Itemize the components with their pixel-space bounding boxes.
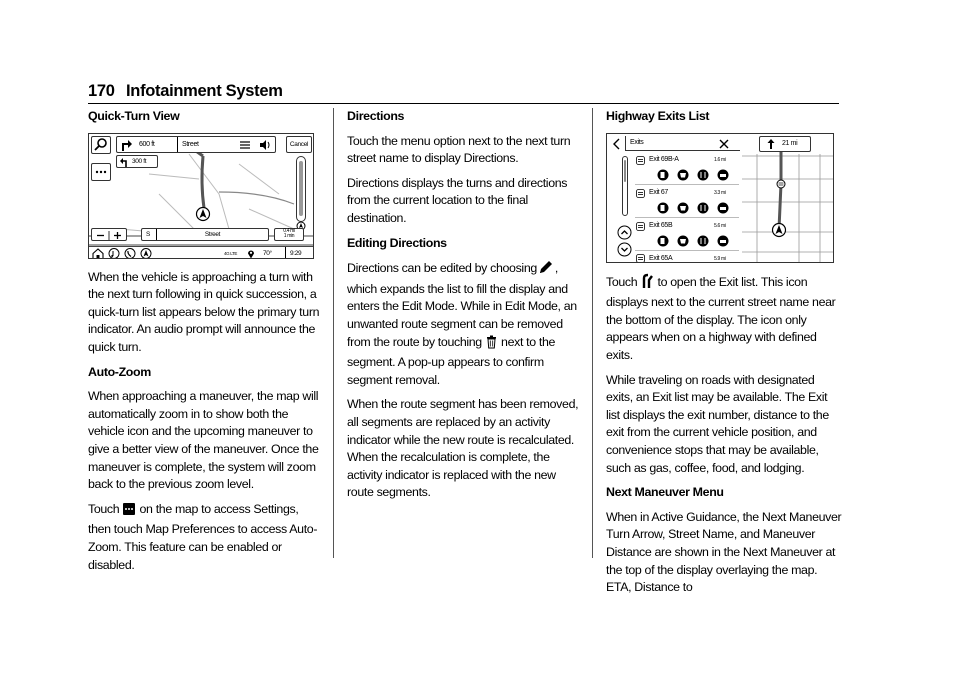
exit-distance: 3.3 mi — [714, 189, 726, 196]
exits-title: Exits — [630, 138, 644, 146]
exit-list-icon — [641, 273, 653, 295]
scroll-up-button[interactable] — [617, 225, 632, 240]
next-maneuver-paragraph: When in Active Guidance, the Next Maneuver Turn Arrow, Street Name, and Maneuver Distance are shown in the Next Maneuver at the top of the display overlaying the map. ETA, Distance to — [606, 509, 842, 595]
route-segment-paragraph: When the route segment has been removed, all segments are replaced by an activity indicator while the new route is recalculated. When the recalculation is complete, the activity indicator is replaced with the new route segments. — [347, 397, 579, 500]
quick-turn-heading: Quick-Turn View — [88, 109, 180, 123]
lodging-icon — [718, 202, 729, 213]
street-prefix: S — [146, 230, 150, 238]
exit-icon-text: to open the Exit list. This icon displays next to the current street name near the bottom of the display. The icon only appears when on a highway with defined exits. — [606, 274, 836, 362]
exit-services — [657, 235, 737, 247]
status-bar — [89, 246, 314, 259]
food-icon — [698, 202, 709, 213]
lodging-icon — [718, 235, 729, 246]
back-arrow-icon — [610, 137, 624, 151]
section-title: Infotainment System — [126, 82, 283, 100]
directions-heading: Directions — [347, 109, 405, 123]
auto-zoom-heading: Auto-Zoom — [88, 364, 151, 379]
column-divider — [592, 108, 593, 558]
zoom-control — [91, 228, 127, 241]
auto-zoom-paragraph: When approaching a maneuver, the map will automatically zoom in to show both the vehicle icon and the upcoming maneuver to give a better view of the maneuver. Once the maneuver is complete, the system will zoom back to the previous zoom level. — [88, 389, 319, 492]
lodging-icon — [718, 169, 729, 180]
exit-icon — [636, 156, 645, 165]
heading-banner — [759, 136, 811, 152]
close-button[interactable] — [717, 137, 731, 151]
food-icon — [698, 169, 709, 180]
chevron-up-icon — [617, 225, 632, 240]
exit-name: Exit 65B — [649, 221, 673, 229]
back-button[interactable] — [610, 137, 624, 151]
location-icon — [247, 249, 255, 259]
gas-icon — [658, 235, 669, 246]
network-status: 4G LTE — [224, 250, 238, 256]
maneuver-distance: 600 ft — [139, 140, 155, 148]
audio-icon[interactable] — [109, 248, 119, 258]
editing-text-3: next to the segment. A pop-up appears to confirm segment removal. — [347, 334, 556, 387]
list-icon[interactable] — [239, 139, 251, 151]
food-icon — [698, 235, 709, 246]
exit-list-item[interactable] — [635, 220, 739, 251]
exit-list-scrollbar[interactable] — [622, 156, 628, 216]
vehicle-icon — [195, 206, 211, 222]
current-street-bar[interactable] — [141, 228, 269, 241]
auto-zoom-settings-paragraph — [88, 501, 324, 574]
delete-icon — [486, 335, 497, 355]
progress-bar — [296, 156, 306, 222]
touch-word: Touch — [88, 501, 120, 516]
more-icon — [92, 164, 110, 180]
gas-icon — [658, 169, 669, 180]
volume-icon[interactable] — [259, 139, 271, 151]
exit-name: Exit 67 — [649, 188, 668, 196]
gas-icon — [658, 202, 669, 213]
page-number: 170 — [88, 82, 115, 100]
current-street: Street — [156, 229, 268, 240]
coffee-icon — [678, 202, 689, 213]
turn-right-icon — [120, 138, 134, 152]
exit-name: Exit 69B-A — [649, 155, 679, 163]
cancel-label: Cancel — [289, 140, 309, 148]
editing-directions-paragraph — [347, 259, 583, 389]
directions-paragraph-2: Directions displays the turns and directions from the current location to the final destination. — [347, 175, 568, 225]
quick-turn-screen-figure — [88, 133, 314, 259]
cancel-button[interactable] — [286, 136, 312, 153]
distance-time-box[interactable] — [274, 228, 304, 241]
zoom-in-icon[interactable] — [114, 232, 121, 239]
exit-list — [635, 154, 739, 263]
clock: 9:29 — [285, 247, 301, 259]
exit-services — [657, 202, 737, 214]
coffee-icon — [678, 169, 689, 180]
maneuver-banner[interactable] — [116, 136, 276, 153]
navigation-icon[interactable] — [141, 248, 151, 258]
turn-left-icon — [119, 157, 129, 167]
temperature: 70° — [263, 249, 272, 257]
exit-icon-paragraph — [606, 273, 842, 365]
column-left — [88, 108, 324, 581]
exit-distance: 5.9 mi — [714, 255, 726, 262]
exit-distance: 1.6 mi — [714, 156, 726, 163]
directions-paragraph-1: Touch the menu option next to the next turn street name to display Directions. — [347, 133, 571, 166]
exit-list-item[interactable] — [635, 187, 739, 218]
close-icon — [717, 137, 731, 151]
exit-list-item[interactable] — [635, 154, 739, 185]
exit-icon — [636, 254, 645, 263]
search-button[interactable] — [91, 136, 111, 154]
touch-word: Touch — [606, 274, 638, 289]
maneuver-street: Street — [177, 137, 199, 152]
menu-icon — [123, 502, 135, 522]
scroll-down-button[interactable] — [617, 242, 632, 257]
straight-arrow-icon — [766, 138, 776, 150]
vehicle-icon — [771, 222, 787, 238]
column-right — [606, 108, 842, 604]
coffee-icon — [678, 235, 689, 246]
more-button[interactable] — [91, 163, 111, 181]
highway-exits-heading: Highway Exits List — [606, 109, 710, 123]
search-icon — [92, 137, 110, 153]
exit-list-item[interactable] — [635, 253, 739, 263]
quick-turn-chip — [116, 155, 158, 168]
exit-list-paragraph: While traveling on roads with designated exits, an Exit list may be available. The Exit list displays the exit number, distance to the exit from the current vehicle position, and convenience stops that may be available, such as gas, coffee, food, and lodging. — [606, 372, 829, 475]
home-icon[interactable] — [93, 249, 103, 259]
pencil-icon — [538, 259, 554, 281]
exit-icon — [636, 189, 645, 198]
quick-turn-distance: 300 ft — [132, 157, 147, 165]
exit-marker-icon — [775, 178, 787, 190]
chevron-down-icon — [617, 242, 632, 257]
remaining-time: 1 min — [283, 233, 295, 240]
next-maneuver-heading: Next Maneuver Menu — [606, 485, 724, 500]
column-middle — [347, 108, 583, 509]
exit-icon — [636, 222, 645, 231]
exit-services — [657, 169, 737, 181]
editing-text-1: Directions can be edited by choosing — [347, 261, 537, 276]
auto-zoom-settings-text: on the map to access Settings, then touch Map Preferences to access Auto-Zoom. This feature can be enabled or disabled. — [88, 501, 318, 572]
remaining-distance: 0.4 mi — [283, 227, 295, 234]
editing-directions-heading: Editing Directions — [347, 235, 447, 250]
phone-icon[interactable] — [125, 248, 135, 258]
editing-text-2: , which expands the list to fill the display and enters the Edit Mode. While in Edit Mode, an unwanted route segment can be removed from the route by touching — [347, 261, 577, 349]
exit-distance: 5.6 mi — [714, 222, 726, 229]
heading-distance: 21 mi — [782, 139, 798, 147]
quick-turn-paragraph: When the vehicle is approaching a turn with the next turn following in quick succession, a quick-turn list appears below the primary turn indicator. An audio prompt will announce the quick turn. — [88, 269, 320, 354]
page-header — [88, 82, 839, 104]
exit-name: Exit 65A — [649, 254, 673, 262]
highway-exits-screen-figure — [606, 133, 834, 263]
column-divider — [333, 108, 334, 558]
